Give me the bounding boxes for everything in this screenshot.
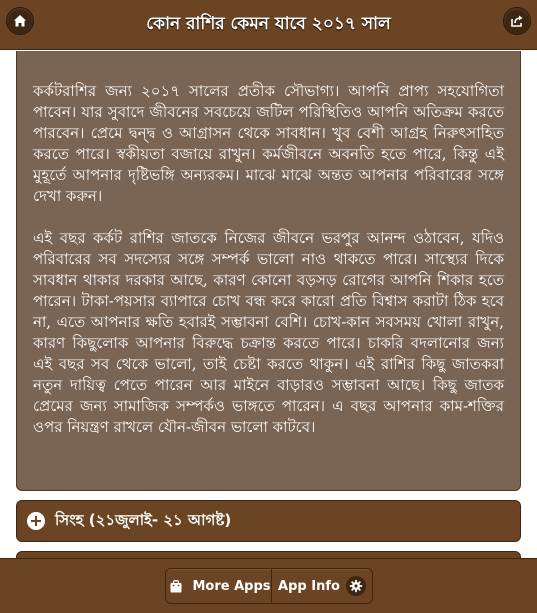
accordion-item-next[interactable] (16, 551, 521, 558)
more-apps-button[interactable] (166, 569, 272, 603)
share-button[interactable] (503, 7, 531, 35)
paragraph-2: এই বছর কর্কট রাশির জাতকে নিজের জীবনে ভরপুর আনন্দ ওঠাবেন, যদিও পরিবারের সব সদস্যের সঙ্গে সম্পর্ক ভালো নাও থাকতে পারে। সাস্থ্যের দিকে সাবধান থাকার দরকার আছে, কারণ কোনো বড়সড় রোগের আপনি শিকার হতে পারেন। টাকা-পয়সার ব্যাপারে চোখ বন্ধ করে কারো প্রতি বিশ্বাস করাটা ঠিক হবে না, এতে আপনার ক্ষতি হবারই সম্ভাবনা বেশি। চোখ-কান সবসময় খোলা রাখুন, কারণ কিছুলোক আপনার বিরুদ্ধে চক্রান্ত করতে পারে। চাকরি বদলানোর জন্য এই বছর সব থেকে ভালো, তাই চেষ্টা করতে থাকুন। এই রাশির কিছু জাতকরা নতুন দায়িত্ব পেতে পারেন আর মাইনে বাড়ারও সম্ভাবনা আছে। কিছু জাতক প্রেমের জন্য সামাজিক সম্পর্কও ভাঙ্গতে পারেন। এ বছর আপনার কাম-শক্তির ওপর নিয়ন্ত্রণ রাখলে যৌন-জীবন ভালো কাটবে। (33, 229, 504, 436)
plus-icon (27, 512, 45, 530)
home-button[interactable] (6, 7, 34, 35)
app-info-label: App Info (278, 578, 340, 594)
page-title: কোন রাশির কেমন যাবে ২০১৭ সাল (146, 13, 391, 34)
accordion-panel-cancer (16, 51, 521, 491)
more-apps-label: More Apps (192, 578, 271, 594)
content-area[interactable] (0, 51, 537, 558)
shopping-bag-icon (166, 576, 186, 596)
app-header (0, 0, 537, 50)
footer-button-group (165, 568, 373, 604)
share-icon (509, 13, 525, 29)
gear-icon (346, 576, 366, 596)
app-info-button[interactable] (272, 569, 372, 603)
home-icon (12, 13, 28, 29)
accordion-label: সিংহ (২১জুলাই- ২১ আগষ্ট) (55, 510, 232, 529)
accordion-item-leo[interactable] (16, 500, 521, 542)
paragraph-1: কর্কটরাশির জন্য ২০১৭ সালের প্রতীক সৌভাগ্য। আপনি প্রাপ্য সহযোগিতা পাবেন। যার সুবাদে জীবনের সবচেয়ে জটিল পরিস্থিতিও আপনি অতিক্রম করতে পারবেন। প্রেমে দ্বন্দ্ব ও আগ্রাসন থেকে সাবধান। খুব বেশী আগ্রহ নিরুৎসাহিত করতে পারে। স্বকীয়তা বজায়ে রাখুন। কর্মজীবনে অবনতি হতে পারে, কিন্তু এই মুহূর্তে আপনার দৃষ্টিভঙ্গি অন্যরকম। মাঝে মাঝে অন্তত আপনার পরিবারের সঙ্গে দেখা করুন। (33, 82, 504, 205)
app-footer (0, 558, 537, 613)
